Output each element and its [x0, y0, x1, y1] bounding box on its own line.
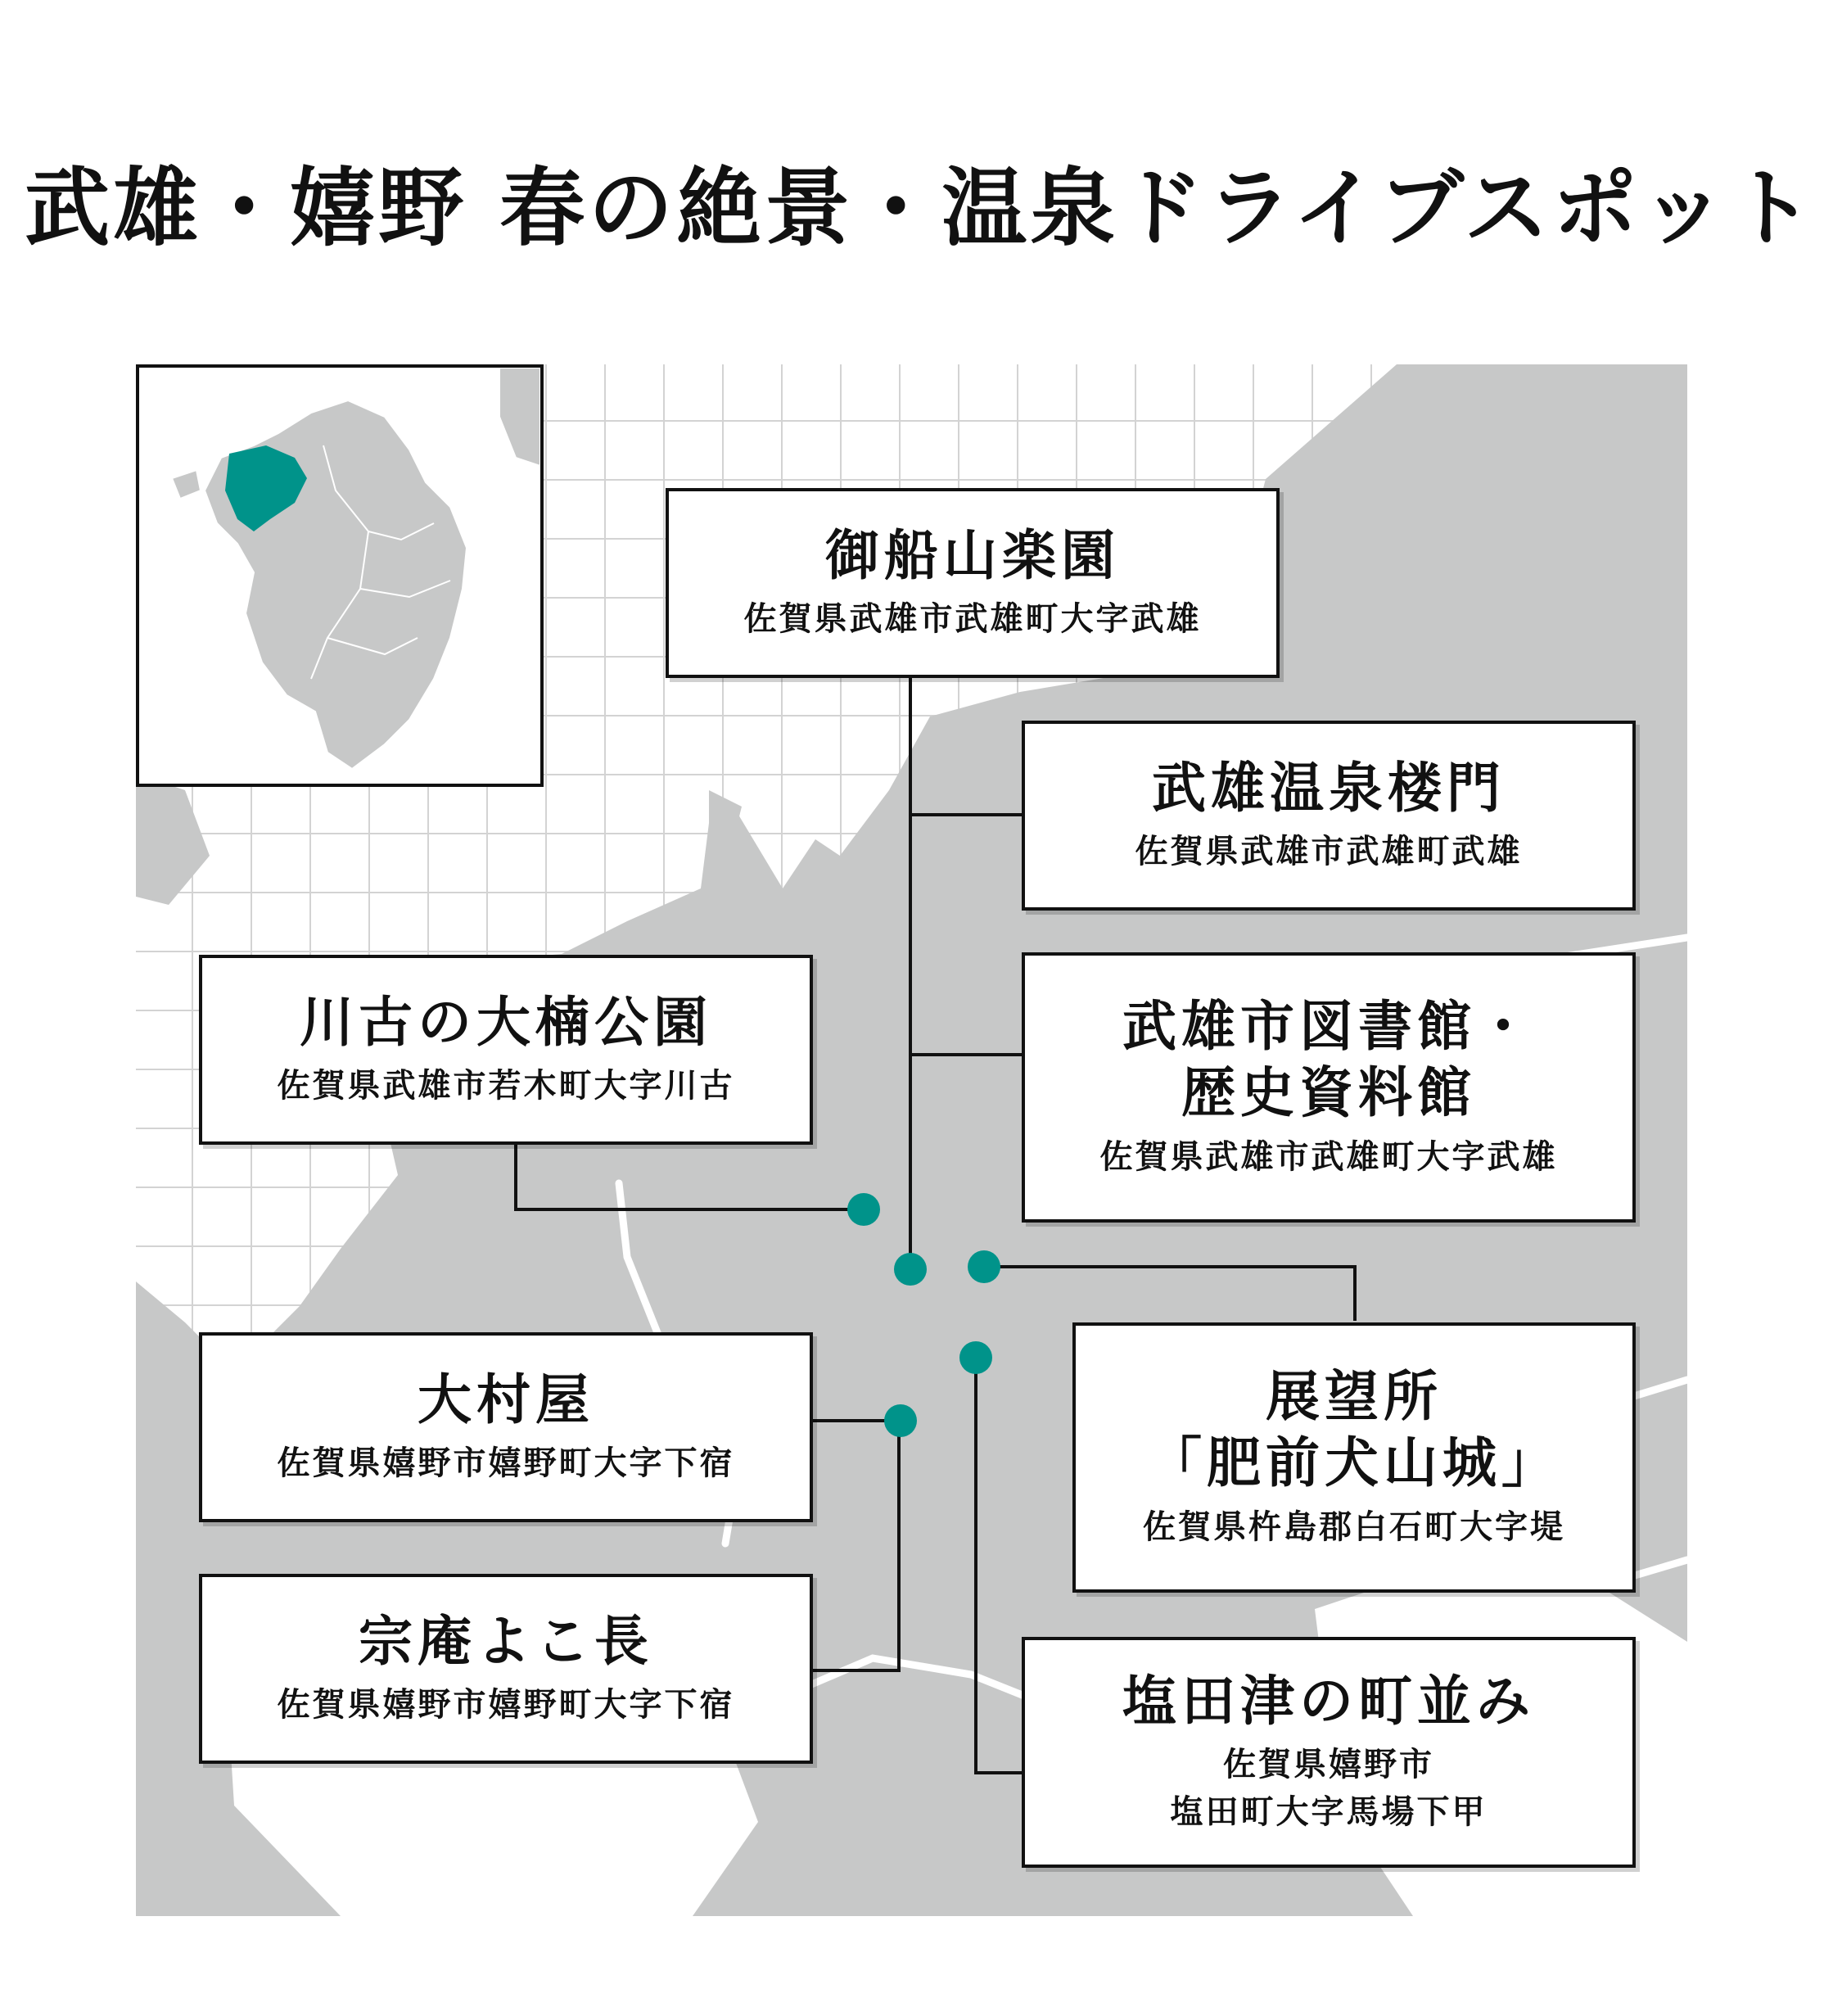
locator-inset-map	[136, 364, 544, 787]
spot-card-kawago-okusu	[199, 955, 813, 1145]
page-title: 武雄・嬉野 春の絶景・温泉ドライブスポット	[25, 158, 1817, 258]
spot-card-inuyama-castle	[1072, 1322, 1636, 1593]
spot-address: 佐賀県嬉野市嬉野町大字下宿	[277, 1444, 735, 1483]
spot-card-mifuneyama	[666, 488, 1280, 678]
spot-card-takeo-onsen-romon	[1022, 721, 1636, 911]
spot-name: 大村屋	[418, 1367, 594, 1431]
spot-name: 御船山楽園	[825, 523, 1120, 587]
spot-address: 佐賀県武雄市武雄町武雄	[1135, 833, 1523, 871]
spot-card-shiotatsu	[1022, 1637, 1636, 1868]
spot-name: 武雄市図書館・ 歴史資料館	[1122, 995, 1535, 1124]
spot-card-takeo-library	[1022, 952, 1636, 1223]
spot-card-omuraya	[199, 1332, 813, 1522]
spot-address: 佐賀県武雄市武雄町大字武雄	[1099, 1137, 1558, 1176]
spot-name: 塩田津の町並み	[1122, 1669, 1535, 1733]
spot-address: 佐賀県嬉野市嬉野町大字下宿	[277, 1686, 735, 1724]
spot-name: 展望所 「肥前犬山城」	[1148, 1365, 1560, 1494]
spot-card-soan-yokocho	[199, 1574, 813, 1764]
spot-address: 佐賀県嬉野市 塩田町大字馬場下甲	[1170, 1746, 1488, 1832]
spot-name: 宗庵よこ長	[359, 1609, 653, 1673]
spot-name: 武雄温泉楼門	[1152, 756, 1506, 820]
spot-address: 佐賀県武雄市若木町大字川古	[277, 1067, 735, 1105]
spot-name: 川古の大楠公園	[300, 990, 712, 1054]
spot-address: 佐賀県武雄市武雄町大字武雄	[743, 600, 1202, 639]
kyushu-shape	[172, 368, 540, 769]
spot-address: 佐賀県杵島郡白石町大字堤	[1143, 1507, 1565, 1546]
